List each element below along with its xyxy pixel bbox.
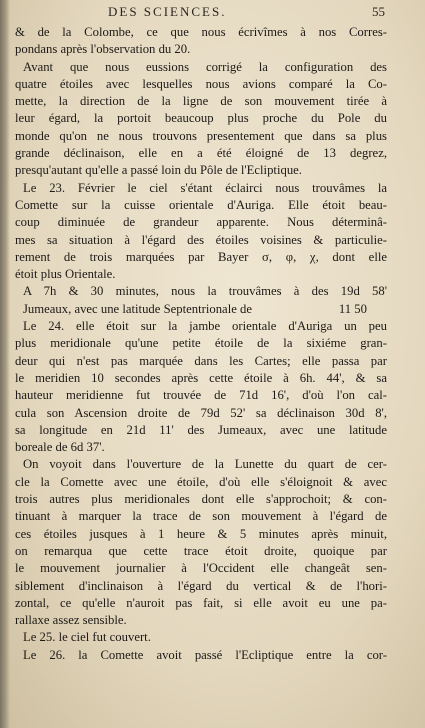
- text-line: boreale de 6d 37'.: [15, 440, 105, 455]
- text-line: On voyoit dans l'ouverture de la Lunette du quart de cer-: [23, 457, 387, 472]
- text-line: monde qu'on ne nous trouvons presentement que dans sa plus: [15, 128, 387, 143]
- text-line: mes sa situation à l'égard des étoiles voisines & particulie-: [15, 232, 387, 247]
- text-line: Avant que nous eussions corrigé la configuration des: [23, 59, 387, 74]
- text-line: Le 25. le ciel fut couvert.: [23, 630, 151, 645]
- body-text: [15, 24, 387, 664]
- text-line: deur qui n'est pas marquée dans les Cartes; elle passa par: [15, 353, 387, 368]
- text-line: A 7h & 30 minutes, nous la trouvâmes à des 19d 58': [23, 284, 387, 299]
- text-line: hauteur meridienne fut trouvée de 71d 16', d'où l'on cal-: [15, 388, 387, 403]
- text-line: Le 23. Février le ciel s'étant éclairci nous trouvâmes la: [23, 180, 387, 195]
- text-line: cle la Comette avec une étoile, d'où elle s'éloignoit & avec: [15, 474, 387, 489]
- text-line: pondans après l'observation du 20.: [15, 42, 191, 57]
- text-line: étoit plus Orientale.: [15, 267, 116, 282]
- text-line: siblement d'inclinaison à l'égard du vertical & de l'hori-: [15, 578, 387, 593]
- page-gutter-shadow: [0, 0, 10, 728]
- text-line: presqu'autant qu'elle a passé loin du Pôle de l'Ecliptique.: [15, 163, 302, 178]
- text-line: cula son Ascension droite de 79d 52' sa déclinaison 30d 8',: [15, 405, 387, 420]
- text-line: Comette sur la cuisse orientale d'Auriga. Elle étoit beau-: [15, 197, 387, 212]
- text-line: mette, la direction de la ligne de son mouvement tirée à: [15, 94, 387, 109]
- page-number: 55: [372, 4, 385, 19]
- text-line: rement de trois marquées par Bayer σ, φ, χ, dont elle: [15, 249, 387, 264]
- latitude-value: 11 50: [338, 301, 367, 316]
- text-line: coup diminuée de grandeur apparente. Nous déterminâ-: [15, 215, 387, 230]
- text-line: le meridien 10 secondes après cette étoile à 6h. 44', & sa: [15, 370, 387, 385]
- text-line: sa longitude en 21d 11' des Jumeaux, avec une latitude: [15, 422, 387, 437]
- text-line: on remarqua que cette trace étoit droite, quoique par: [15, 543, 387, 558]
- running-head: DES SCIENCES.: [108, 4, 227, 19]
- text-line: grande déclinaison, elle en a été éloigné de 13 degrez,: [15, 146, 387, 161]
- text-line: quatre étoiles avec lesquelles nous avions comparé la Co-: [15, 76, 387, 91]
- page-header: [0, 2, 425, 22]
- latitude-label: Jumeaux, avec une latitude Septentrionale de: [23, 301, 252, 316]
- text-line: le mouvement journalier à l'Occident elle changeât sen-: [15, 561, 387, 576]
- text-line: Le 24. elle étoit sur la jambe orientale d'Auriga un peu: [23, 319, 387, 334]
- text-line: plus meridionale qu'une petite étoile de la sixiéme gran-: [15, 336, 387, 351]
- text-line: Le 26. la Comette avoit passé l'Ecliptique entre la cor-: [23, 647, 387, 662]
- jumeaux-latitude-line: [15, 301, 387, 318]
- text-line: & de la Colombe, ce que nous écrivîmes à nos Corres-: [15, 25, 387, 39]
- text-line: ces étoiles jusques à 1 heure & 5 minutes après minuit,: [15, 526, 387, 541]
- text-line: trois autres plus meridionales dont elle s'approchoit; & con-: [15, 492, 387, 507]
- text-line: tinuant à marquer la trace de son mouvement à l'égard de: [15, 509, 387, 524]
- text-line: zontal, ce qu'elle n'auroit pas fait, si elle avoit eu une pa-: [15, 595, 387, 610]
- text-line: leur égard, la portoit beaucoup plus proche du Pole du: [15, 111, 387, 126]
- text-line: rallaxe assez sensible.: [15, 613, 127, 628]
